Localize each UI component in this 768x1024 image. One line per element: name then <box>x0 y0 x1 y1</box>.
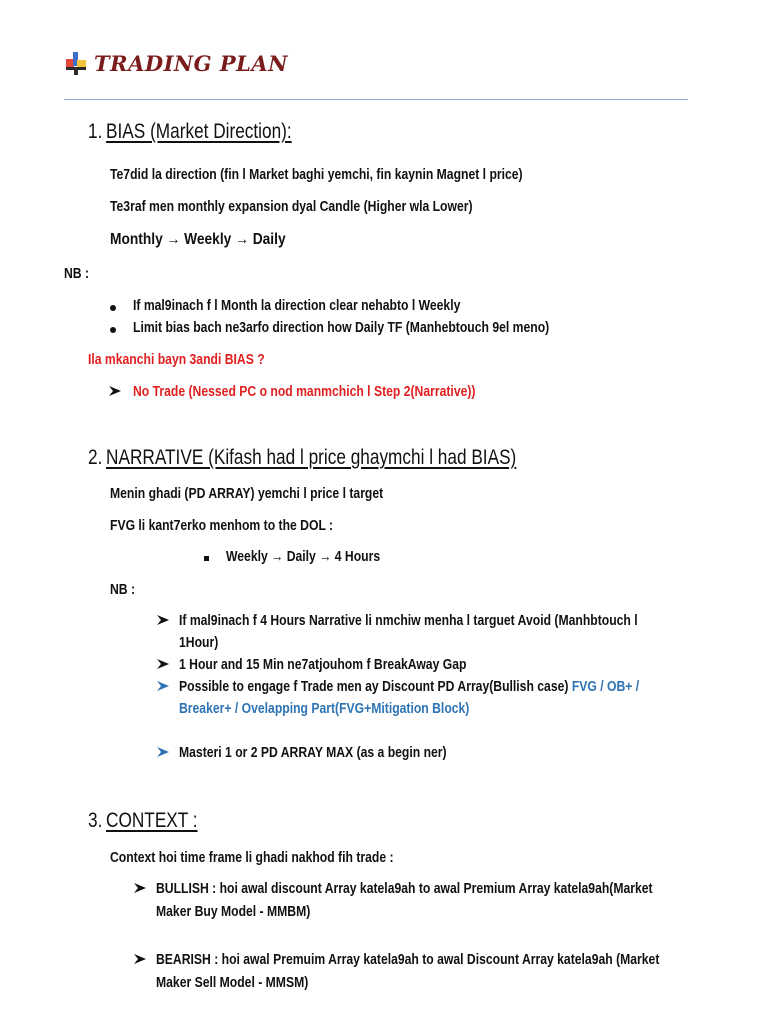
trading-plan-logo-icon <box>64 50 88 76</box>
bias-paragraph-2: Te3raf men monthly expansion dyal Candle (Higher wla Lower) <box>110 199 473 215</box>
bullet-dot-icon <box>110 299 116 317</box>
context-bullet-1-line-1: BULLISH : hoi awal discount Array katela9ah to awal Premium Array katela9ah(Market <box>156 881 653 897</box>
section-number: 3. <box>88 809 103 832</box>
narrative-bullet-3-line-1: Possible to engage f Trade men ay Discount PD Array(Bullish case) FVG / OB+ / <box>179 679 640 695</box>
bias-answer: No Trade (Nessed PC o nod manmchich l Step 2(Narrative)) <box>133 384 476 400</box>
section-heading-context <box>88 809 222 833</box>
narrative-paragraph-1: Menin ghadi (PD ARRAY) yemchi l price l target <box>110 486 384 502</box>
section-number: 2. <box>88 446 103 469</box>
bias-timeframe-flow: Monthly → Weekly → Daily <box>110 231 286 248</box>
context-bullet-2-line-1: BEARISH : hoi awal Premuim Array katela9ah to awal Discount Array katela9ah (Market <box>156 952 660 968</box>
document-title: TRADING PLAN <box>94 51 288 76</box>
arrow-bullet-icon <box>156 657 170 671</box>
context-bullet-2-line-2: Maker Sell Model - MMSM) <box>156 975 309 991</box>
arrow-bullet-icon-blue <box>156 745 170 759</box>
arrow-bullet-icon <box>133 952 147 966</box>
section-title: CONTEXT : <box>106 809 198 832</box>
arrow-bullet-icon <box>133 881 147 895</box>
section-number: 1. <box>88 120 103 143</box>
arrow-bullet-icon <box>156 613 170 627</box>
bullet-square-icon <box>204 550 209 568</box>
arrow-bullet-icon <box>108 384 122 398</box>
narrative-bullet-4: Masteri 1 or 2 PD ARRAY MAX (as a begin ner) <box>179 745 447 761</box>
bias-bullet-2: Limit bias bach ne3arfo direction how Daily TF (Manhebtouch 9el meno) <box>133 320 550 336</box>
arrow-bullet-icon-blue <box>156 679 170 693</box>
narrative-timeframe-flow: Weekly → Daily → 4 Hours <box>226 549 381 565</box>
bias-question: Ila mkanchi bayn 3andi BIAS ? <box>88 352 265 368</box>
section-title: NARRATIVE (Kifash had l price ghaymchi l had BIAS) <box>106 446 517 469</box>
narrative-nb-label: NB : <box>110 582 136 598</box>
narrative-bullet-1-line-2: 1Hour) <box>179 635 219 651</box>
bias-bullet-1: If mal9inach f l Month la direction clear nehabto l Weekly <box>133 298 461 314</box>
section-heading-narrative <box>88 446 610 470</box>
section-heading-bias <box>88 120 336 144</box>
section-title: BIAS (Market Direction): <box>106 120 292 143</box>
header-divider <box>64 99 688 100</box>
context-bullet-1-line-2: Maker Buy Model - MMBM) <box>156 904 311 920</box>
narrative-bullet-1-line-1: If mal9inach f 4 Hours Narrative li nmchiw menha l targuet Avoid (Manhbtouch l <box>179 613 638 629</box>
context-paragraph-1: Context hoi time frame li ghadi nakhod fih trade : <box>110 850 394 866</box>
bias-nb-label: NB : <box>64 266 90 282</box>
bias-paragraph-1: Te7did la direction (fin l Market baghi yemchi, fin kaynin Magnet l price) <box>110 167 523 183</box>
bullet-dot-icon <box>110 321 116 339</box>
narrative-paragraph-2: FVG li kant7erko menhom to the DOL : <box>110 518 334 534</box>
narrative-bullet-3-line-2: Breaker+ / Ovelapping Part(FVG+Mitigation Block) <box>179 701 470 717</box>
narrative-bullet-2: 1 Hour and 15 Min ne7atjouhom f BreakAway Gap <box>179 657 467 673</box>
